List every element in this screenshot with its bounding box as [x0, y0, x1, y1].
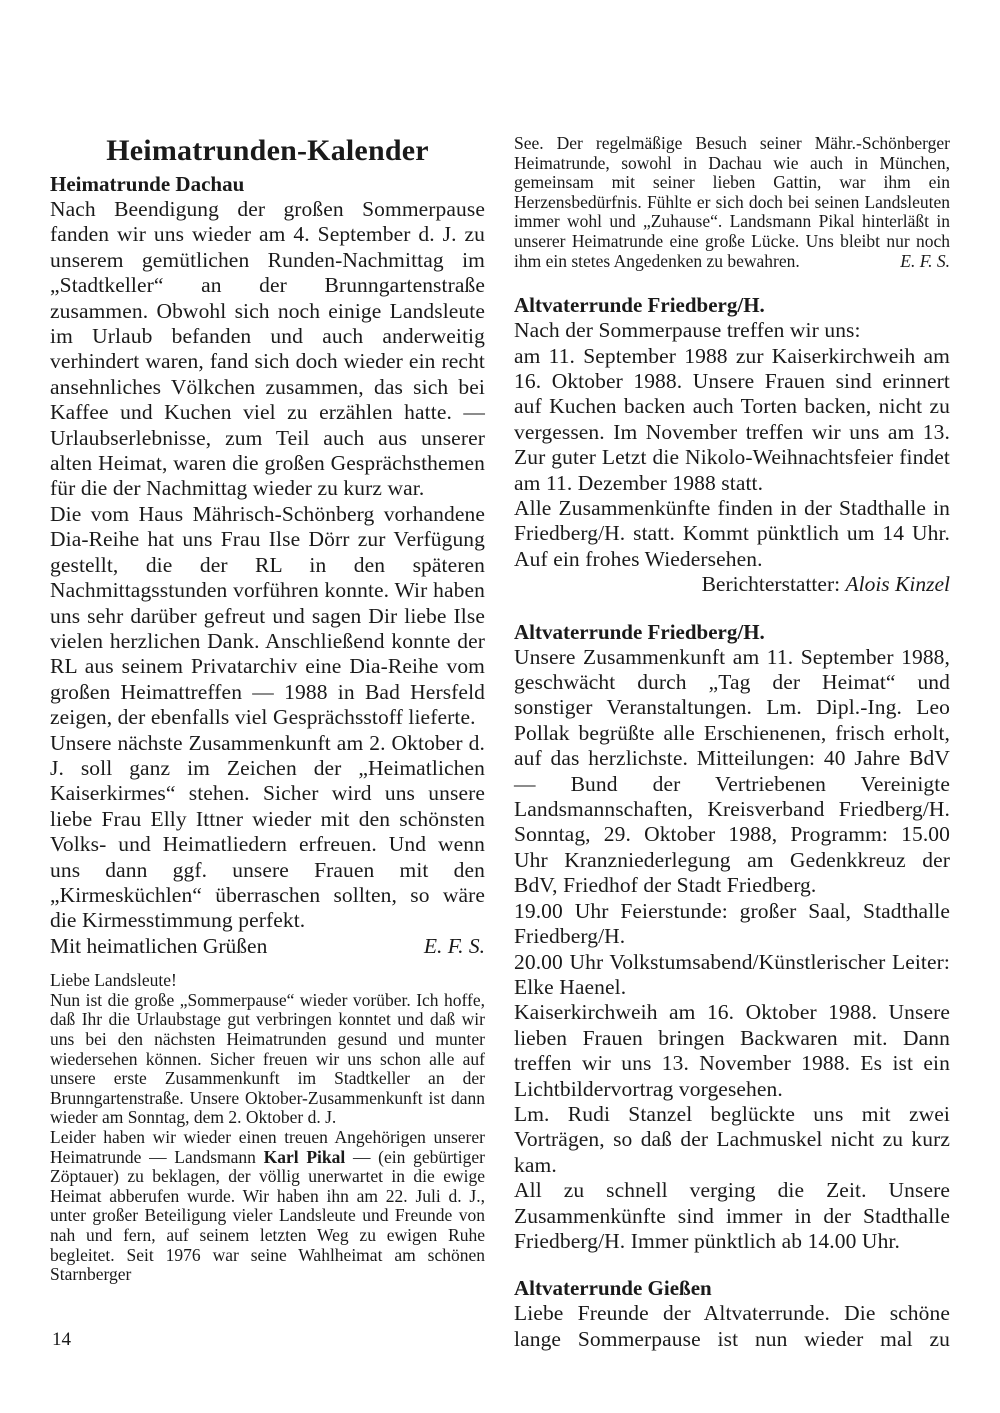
closing-line [50, 934, 485, 959]
reporter-label: Berichterstatter: [701, 572, 846, 597]
paragraph: Die vom Haus Mährisch-Schönberg vorhandene Dia-Reihe hat uns Frau Ilse Dörr zur Verfügung gestellt, die der RL in den späteren Nachmittagsstunden vorführen konnte. Wir haben uns sehr darüber gefreut und sagen Dir liebe Ilse vielen herzlichen Dank. Anschließend konnte der RL aus seinem Privatarchiv eine Dia-Reihe vom großen Heimattreffen — 1988 in Bad Hersfeld zeigen, der ebenfalls viel Gesprächsstoff lieferte. [50, 501, 485, 730]
left-column [50, 134, 485, 1285]
reporter-name: Alois Kinzel [845, 572, 950, 597]
paragraph: am 11. September 1988 zur Kaiserkirchweih am 16. Oktober 1988. Unsere Frauen sind erinnert auf Kuchen backen auch Torten backen, nicht zu vergessen. Im November treffen wir uns am 13. Zur guter Letzt die Nikolo-Weihnachtsfeier findet am 11. Dezember 1988 statt. [514, 343, 950, 495]
paragraph: Nach der Sommerpause treffen wir uns: [514, 318, 861, 343]
paragraph: All zu schnell verging die Zeit. Unsere Zusammenkünfte sind immer in der Stadthalle Friedberg/H. Immer pünktlich ab 14.00 Uhr. [514, 1178, 950, 1253]
section-heimatrunde-dachau [50, 172, 485, 959]
right-column [514, 134, 950, 1352]
paragraph: Nach Beendigung der großen Sommerpause fanden wir uns wieder am 4. September d. J. zu unserem gemütlichen Runden-Nachmittag im „Stadtkeller“ an der Brunngartenstraße zusammen. Obwohl sich noch einige Landsleute im Urlaub befanden und auch anderweitig verhindert waren, fand sich doch wieder ein recht ansehnliches Völkchen zusammen, das sich bei Kaffee und Kuchen viel zu erzählen hatte. — Urlaubserlebnisse, zum Teil auch aus unserer alten Heimat, waren die großen Gesprächsthemen für die der Nachmittag wieder zu kurz war. [50, 197, 485, 501]
paragraph: Unsere Zusammenkunft am 11. September 1988, geschwächt durch „Tag der Heimat“ und sonstiger Veranstaltungen. Lm. Dipl.-Ing. Leo Pollak begrüßte alle Erschienenen, frisch erholt, auf das herzlichste. Mitteilungen: 40 Jahre BdV — Bund der Vertriebenen Vereinigte Landsmannschaften, Kreisverband Friedberg/H. Sonntag, 29. Oktober 1988, Programm: 15.00 Uhr Kranzniederlegung am Gedenkkreuz der BdV, Friedhof der Stadt Friedberg. [514, 644, 950, 898]
text-run: See. Der regelmäßige Besuch seiner Mähr.-Schönberger Heimatrunde, sowohl in Dachau wie auch in München, gemeinsam mit seiner lieben Gattin, war ihm ein Herzensbedürfnis. Fühlte er sich doch bei seinen Landsleuten immer wohl und „Zuhause“. Landsmann Pikal hinterläßt in unserer Heimatrunde eine große Lücke. Uns bleibt nur noch ihm ein stetes Angedenken zu bewahren. [514, 133, 950, 271]
salutation: Liebe Landsleute! [50, 970, 177, 991]
paragraph [514, 134, 950, 271]
paragraph [50, 1128, 485, 1285]
page-title: Heimatrunden-Kalender [106, 134, 429, 167]
paragraph: Kaiserkirchweih am 16. Oktober 1988. Unsere lieben Frauen bringen Backwaren mit. Dann treffen wir uns 13. November 1988. Es ist ein Lichtbildervortrag vorgesehen. [514, 1000, 950, 1101]
signature: E. F. S. [423, 933, 485, 958]
page-number: 14 [52, 1329, 71, 1350]
text-run: — (ein gebürtiger Zöptauer) zu beklagen, der völlig unerwartet in die ewige Heimat abberufen wurde. Wir haben ihn am 22. Juli d. J., unter großer Beteiligung vieler Landsleute und Freunde von nah und fern, auf seinem letzten Weg zu ewigen Ruhe begleitet. Seit 1976 war seine Wahlheimat am schönen Starnberger [50, 1146, 486, 1285]
paragraph: Lm. Rudi Stanzel beglückte uns mit zwei Vorträgen, so daß der Lachmuskel nicht zu kurz kam. [514, 1101, 950, 1177]
section-heading: Altvaterrunde Friedberg/H. [514, 619, 765, 644]
section-heading: Altvaterrunde Gießen [514, 1276, 712, 1301]
section-heading: Altvaterrunde Friedberg/H. [514, 293, 765, 318]
reporter-line [514, 572, 950, 597]
section-friedberg-2 [514, 620, 950, 1255]
section-letter-continued [514, 134, 950, 271]
section-friedberg-1 [514, 293, 950, 597]
section-giessen [514, 1276, 950, 1352]
paragraph: Liebe Freunde der Altvaterrunde. Die schöne lange Sommerpause ist nun wieder mal zu [514, 1301, 950, 1351]
paragraph: Alle Zusammenkünfte finden in der Stadthalle in Friedberg/H. statt. Kommt pünktlich um 14 Uhr. Auf ein frohes Wiedersehen. [514, 496, 950, 571]
signature: E. F. S. [900, 250, 950, 271]
person-name-bold: Karl Pikal [263, 1146, 346, 1167]
section-letter [50, 971, 485, 1285]
section-heading: Heimatrunde Dachau [50, 172, 245, 196]
text-run: Leider haben wir wieder einen treuen Angehörigen unserer Heimatrunde — Landsmann [50, 1126, 485, 1167]
paragraph: 20.00 Uhr Volkstumsabend/Künstlerischer Leiter: Elke Haenel. [514, 949, 950, 999]
paragraph: Unsere nächste Zusammenkunft am 2. Oktober d. J. soll ganz im Zeichen der „Heimatlichen Kaiserkirmes“ stehen. Sicher wird uns unsere liebe Frau Elly Ittner wieder mit den schönsten Volks- und Heimatliedern erfreuen. Und wenn uns dann ggf. unsere Frauen mit den „Kirmesküchlen“ überraschen sollten, so wäre die Kirmesstimmung perfekt. [50, 730, 485, 933]
paragraph: Nun ist die große „Sommerpause“ wieder vorüber. Ich hoffe, daß Ihr die Urlaubstage gut verbringen konntet und daß wir uns bei den nächsten Heimatrunden gesund und munter wiedersehen können. Sicher freuen wir uns schon alle auf unsere erste Zusammenkunft im Stadtkeller an der Brunngartenstraße. Unsere Oktober-Zusammenkunft ist dann wieder am Sonntag, dem 2. Oktober d. J. [50, 989, 485, 1128]
paragraph: 19.00 Uhr Feierstunde: großer Saal, Stadthalle Friedberg/H. [514, 898, 950, 949]
closing-text: Mit heimatlichen Grüßen [50, 933, 268, 958]
